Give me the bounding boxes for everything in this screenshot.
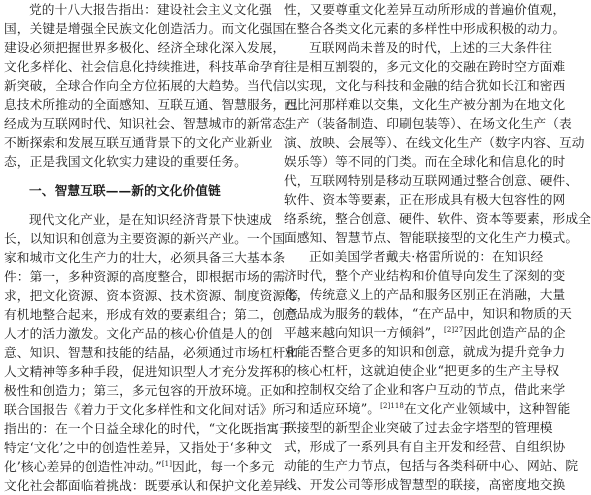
text-line: 正如美国学者戴夫·格雷所说的：在知识经 [309, 249, 544, 264]
text-line: 性，又要尊重文化差异互动所形成的普遍价值观， [284, 2, 566, 17]
spacer [4, 171, 272, 181]
text-line: 极性和创造力；第三，多元包容的开放环境。正如 [4, 383, 286, 398]
text-line: 演、放映、会展等）、在线文化生产（数字内容、互动 [284, 135, 585, 150]
text-line: 的核心杠杆，这就迫使企业“把更多的生产主导权 [284, 363, 560, 378]
text-line: 家和城市文化生产力的壮大，必须具备三大基本条 [4, 250, 286, 265]
text-line: 和控制权交给了企业和客户互动的节点，借此来学 [284, 382, 566, 397]
text-line: 求，把文化资源、资本资源、技术资源、制度资源等 [4, 288, 299, 303]
text-segment: 因此，每一个多元 [172, 459, 275, 474]
text-line: 人文精神等多种手段，促进知识型人才充分发挥积 [4, 364, 286, 379]
text-line: 动能的生产力节点，包括与各类科研中心、网站、院 [284, 458, 579, 473]
body-paragraph [284, 247, 579, 494]
citation-marker: [2]27 [444, 325, 464, 334]
text-segment: 因此创造产品的企 [463, 325, 566, 340]
text-segment: 习和适应环境”。 [284, 401, 381, 416]
text-line: 有机地整合起来，形成有效的要素组合；第二，创意 [4, 307, 299, 322]
intro-paragraph [4, 0, 299, 171]
text-line: 息技术所推动的全面感知、互联互通、智慧服务，已 [4, 97, 299, 112]
body-paragraph [284, 38, 591, 247]
text-line: 指出的：在一个日益全球化的时代，“文化既指寓于 [4, 421, 292, 436]
left-column [4, 0, 299, 495]
text-line: 代，互联网特别是移动互联网通过整合创意、硬件、 [284, 173, 579, 188]
section-heading: 一、智慧互联——新的文化价值链 [29, 183, 221, 198]
text-line: 业能否整合更多的知识和创意，就成为提升竞争力 [284, 344, 566, 359]
text-line [4, 457, 275, 476]
text-line: 经成为互联网时代、知识社会、智慧城市的新常态。 [4, 116, 299, 131]
text-line: 特定‘文化’之中的创造性差异，又指处于‘多种文 [4, 440, 273, 455]
text-line: 产品成为服务的载体，“在产品中，知识和物质的天 [284, 306, 572, 321]
text-line: 意、知识、智慧和技能的结晶，必须通过市场杠杆和 [4, 345, 299, 360]
text-line: 新突破，全球合作向全方位拓展的大趋势。当代信 [4, 78, 286, 93]
text-line: 党的十八大报告指出：建设社会主义文化强 [29, 2, 272, 17]
text-line: 态，正是我国文化软实力建设的重要任务。 [4, 154, 247, 169]
text-line: 以实现，文化与科技和金融的结合犹如长江和密西 [284, 78, 566, 93]
text-line: 娱乐等）等不同的门类。而在全球化和信息化的时 [284, 154, 566, 169]
right-column [284, 0, 591, 494]
text-line: 生产（装备制造、印刷包装等）、在场文化生产（表 [284, 116, 572, 131]
text-line: 件：第一，多种资源的高度整合，即根据市场的需 [4, 269, 286, 284]
text-line [284, 399, 571, 418]
text-line: 面感知、智慧节点、智能联接型的文化生产力模式。 [284, 230, 579, 245]
text-line: 在整合各类文化元素的多样性中形成积极的动力。 [284, 21, 566, 36]
spacer [4, 200, 272, 210]
text-line: 文化多样化、社会信息化持续推进，科技革命孕育 [4, 59, 286, 74]
body-paragraph [4, 210, 299, 495]
text-line: 式，形成了一系列具有自主开发和经营、自组织协 [284, 439, 566, 454]
text-line: 文化社会都面临着挑战：既要承认和保护文化差异 [4, 478, 286, 493]
text-line: 往是相互割裂的，多元文化的交融在跨时空方面难 [284, 59, 566, 74]
text-line: 不断探索和发展互联互通背景下的文化产业新业 [4, 135, 273, 150]
text-line: 现代文化产业，是在知识经济背景下快速成 [29, 212, 272, 227]
text-line [284, 323, 566, 342]
text-segment: 平越来越向知识一方倾斜”， [284, 325, 445, 340]
text-line: 人才的活力激发。文化产品的核心价值是人的创 [4, 326, 273, 341]
text-line: 软件、资本等要素，正在形成具有极大包容性的网 [284, 192, 566, 207]
text-segment: 在文化产业领域中，这种智能 [404, 401, 571, 416]
text-line: 济时代，整个产业结构和价值导向发生了深刻的变 [284, 268, 566, 283]
continued-paragraph [284, 0, 566, 38]
text-line: 西比河那样难以交集，文化生产被分割为在地文化 [284, 97, 566, 112]
text-line: 联接型的新型企业突破了过去金字塔型的管理模 [284, 420, 553, 435]
text-line: 化，传统意义上的产品和服务区别正在消融，大量 [284, 287, 566, 302]
text-line: 线、开发公司等形成智慧型的联接，高密度地交换 [284, 477, 566, 492]
text-line: 络系统，整合创意、硬件、软件、资本等要素，形成全 [284, 211, 591, 226]
citation-marker: [1] [161, 459, 173, 468]
citation-marker: [2]118 [380, 401, 404, 410]
text-line: 互联网尚未普及的时代，上述的三大条件往 [309, 40, 552, 55]
text-line: 国，关键是增强全民族文化创造活力。而文化强国 [4, 21, 286, 36]
text-line: 建设必须把握世界多极化、经济全球化深入发展， [4, 40, 286, 55]
text-line: 联合国报告《着力于文化多样性和文化间对话》所 [4, 402, 286, 417]
text-line: 长，以知识和创意为主要资源的新兴产业。一个国 [4, 231, 286, 246]
text-segment: 化’核心差异的创造性冲动。” [4, 459, 162, 474]
